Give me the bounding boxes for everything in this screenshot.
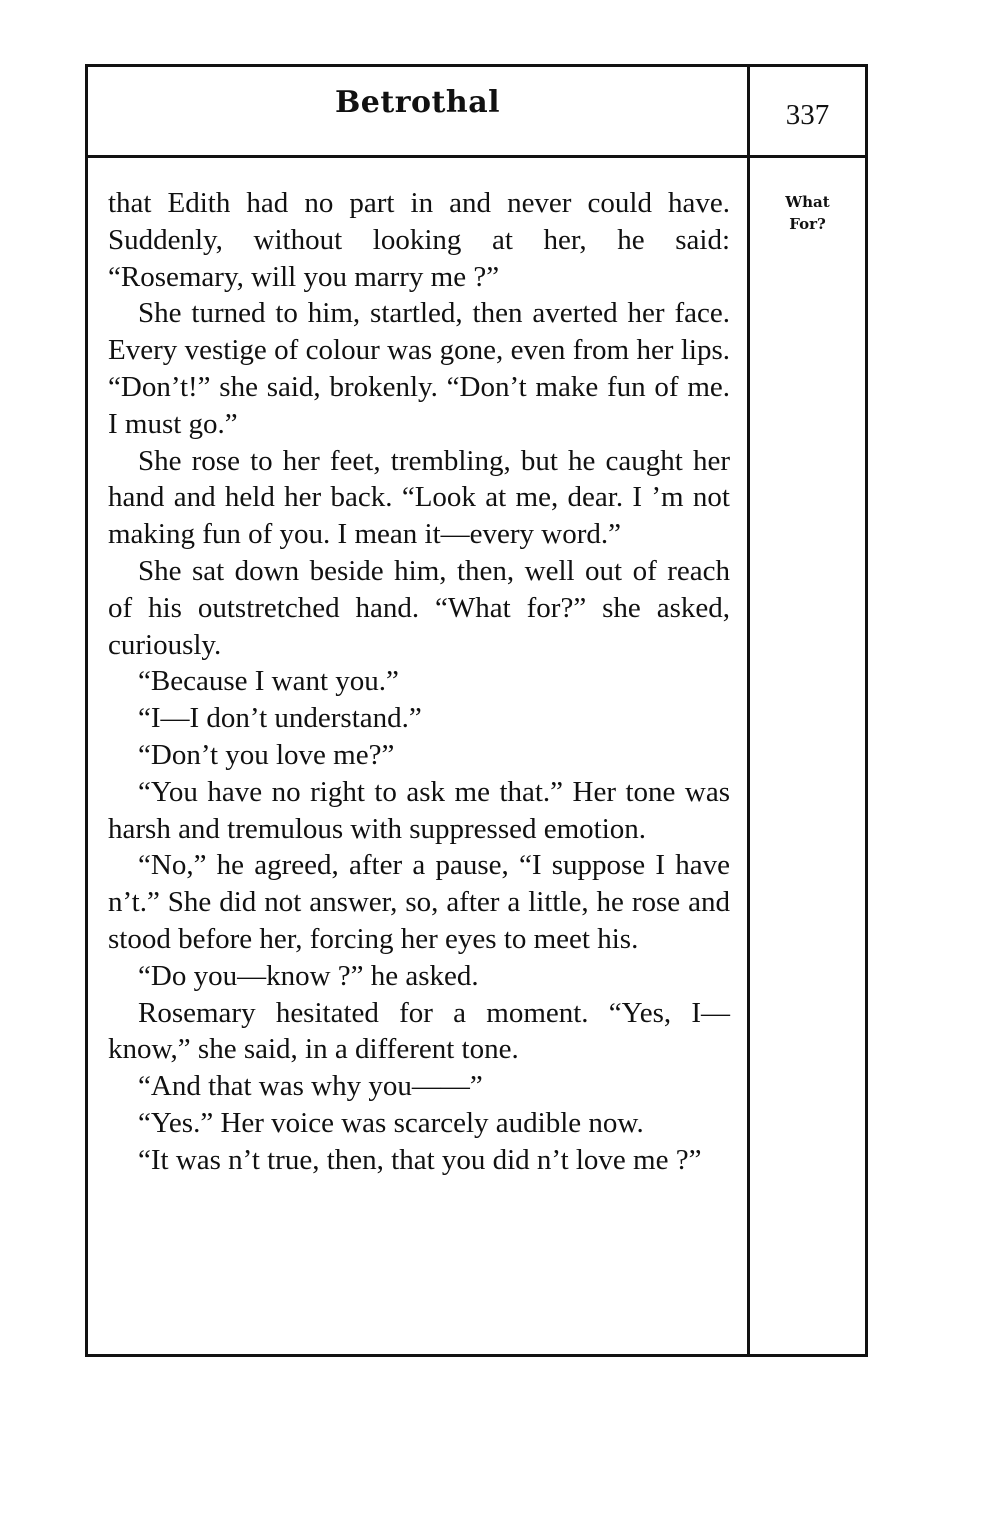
margin-note-line: What <box>785 193 830 211</box>
paragraph: “No,” he agreed, after a pause, “I suppose I have n’t.” She did not answer, so, after a little, he rose and stood before her, forcing her eyes to meet his. <box>108 849 730 955</box>
page-number: 337 <box>785 99 830 131</box>
paragraph: “Don’t you love me?” <box>138 738 395 771</box>
paragraph: “I—I don’t understand.” <box>138 702 422 735</box>
paragraph: “Yes.” Her voice was scarcely audible now. <box>138 1106 644 1139</box>
paragraph: “Do you—know ?” he asked. <box>138 959 479 992</box>
paragraph: Rosemary hesitated for a moment. “Yes, I—know,” she said, in a different tone. <box>108 996 730 1066</box>
paragraph: She sat down beside him, then, well out of reach of his outstretched hand. “What for?” she asked, curiously. <box>108 554 730 661</box>
paragraph: “Because I want you.” <box>138 665 399 698</box>
header-divider <box>88 155 865 158</box>
paragraph: She turned to him, startled, then averted her face. Every vestige of colour was gone, even from her lips. “Don’t!” she said, brokenly. “Don’t make fun of me. I must go.” <box>108 297 730 440</box>
paragraph: “And that was why you——” <box>138 1070 483 1103</box>
margin-divider <box>747 67 750 1354</box>
paragraph: that Edith had no part in and never could have. Suddenly, without looking at her, he said: “Rosemary, will you marry me ?” <box>108 187 730 293</box>
margin-note-line: For? <box>789 215 826 233</box>
margin-note <box>750 191 865 235</box>
body-text <box>108 185 730 1179</box>
paragraph: “You have no right to ask me that.” Her tone was harsh and tremulous with suppressed emotion. <box>108 775 730 845</box>
paragraph: She rose to her feet, trembling, but he caught her hand and held her back. “Look at me, dear. I ’m not making fun of you. I mean it—every word.” <box>108 444 730 551</box>
page-frame <box>85 64 868 1357</box>
running-head: Betrothal <box>334 85 501 120</box>
paragraph: “It was n’t true, then, that you did n’t love me ?” <box>138 1143 702 1176</box>
